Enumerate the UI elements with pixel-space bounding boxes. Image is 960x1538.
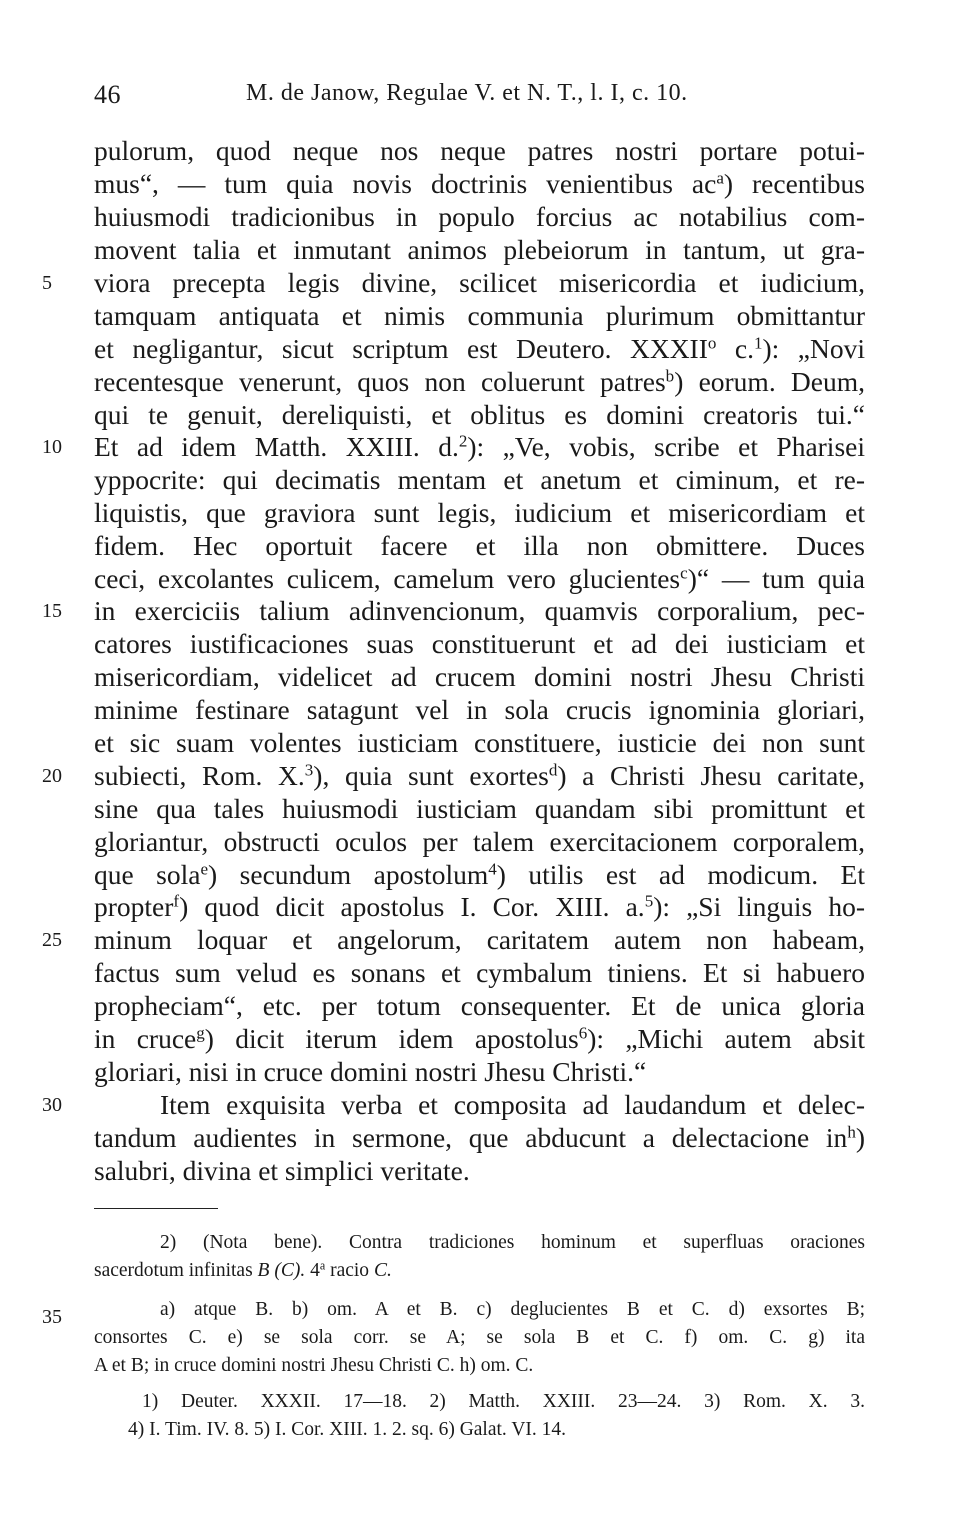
text-line: minum loquar et angelorum, caritatem autem non habeam, [94,924,865,955]
variant-marker: a [716,168,724,188]
text-line: misericordiam, videlicet ad crucem domini nostri Jhesu Christi [94,661,865,692]
text-line: et negligantur, sicut scriptum est Deutero. XXXII$^o$ c.$^1$): „Novi [94,333,865,364]
page-number: 46 [94,80,121,109]
running-header [94,80,874,120]
text-line: catores iustificaciones suas constituerunt et ad dei iusticiam et [94,628,865,659]
text-line: et sic suam volentes iusticiam constituere, iusticie dei non sunt [94,727,865,758]
text-line: qui te genuit, dereliquisti, et oblitus es domini creatoris tui.“ [94,399,865,430]
reference-note-line: 4) I. Tim. IV. 8. 5) I. Cor. XIII. 1. 2. sq. 6) Galat. VI. 14. [128,1419,567,1440]
variant-note-line: a) atque B. b) om. A et B. c) deglucientes B et C. d) exsortes B; [160,1299,865,1320]
text-line: Item exquisita verba et composita ad laudandum et delec- [160,1089,865,1120]
text-line: pulorum, quod neque nos neque patres nostri portare potui- [94,135,865,166]
text-line: ceci, excolantes culicem, camelum vero glucientes$^c$)“ — tum quia [94,563,865,594]
footnote-marker: 5 [644,891,654,911]
variant-marker: c [680,563,688,583]
line-number: 15 [42,600,62,622]
footnote-line: 2) (Nota bene). Contra tradiciones hominum et superfluas oraciones [160,1232,865,1253]
text-line: que sola$^e$) secundum apostolum$^4$) utilis est ad modicum. Et [94,859,865,890]
footnote-marker: 6 [578,1023,588,1043]
text-line: Et ad idem Matth. XXIII. d.$^2$): „Ve, vobis, scribe et Pharisei [94,431,865,462]
footnote-rule [94,1208,218,1209]
text-line: gloriari, nisi in cruce domini nostri Jhesu Christi.“ [94,1056,647,1087]
text-line: tandum audientes in sermone, que abducunt a delectacione $in^h$) [94,1122,865,1153]
footnote-marker: 3 [304,760,314,780]
text-line: in cruce$^g$) dicit iterum idem apostolus$^6$): „Michi autem absit [94,1023,866,1054]
text-line: gloriantur, obstructi oculos per talem exercitacionem corporalem, [94,826,865,857]
footnote-marker: 2 [458,431,468,451]
variant-marker: e [200,859,209,879]
footnote-marker: 1 [753,333,763,353]
line-number: 20 [42,765,62,787]
variant-note-line: A et B; in cruce domini nostri Jhesu Christi C. h) om. C. [94,1355,534,1376]
variant-marker: f [173,891,180,911]
reference-note-line: 1) Deuter. XXXII. 17—18. 2) Matth. XXIII. 23—24. 3) Rom. X. 3. [142,1391,865,1412]
text-line: salubri, divina et simplici veritate. [94,1155,470,1186]
footnote-line: sacerdotum infinitas B (C). 4$^a$ racio C. [94,1258,392,1281]
text-line: subiecti, Rom. X.$^3$), quia sunt exortes$^d$) a Christi Jhesu caritate, [94,760,865,791]
text-line: propheciam“, etc. per totum consequenter. Et de unica gloria [94,990,865,1021]
variant-marker: b [665,366,675,386]
text-line: tamquam antiquata et nimis communia plurimum obmittantur [94,300,865,331]
line-number: 30 [42,1094,62,1116]
text-line: huiusmodi tradicionibus in populo forcius ac notabilius com- [94,201,865,232]
running-title: M. de Janow, Regulae V. et N. T., l. I, c. 10. [246,80,688,106]
variant-marker: h [847,1122,856,1142]
text-line: factus sum velud es sonans et cymbalum tiniens. Et si habuero [94,957,865,988]
text-line: recentesque venerunt, quos non coluerunt patres$^b$) eorum. Deum, [94,366,865,397]
text-line: viora precepta legis divine, scilicet misericordia et iudicium, [94,267,865,298]
text-line: movent talia et inmutant animos plebeiorum in tantum, ut gra- [94,234,865,265]
text-line: minime festinare satagunt vel in sola crucis ignominia gloriari, [94,694,865,725]
text-line: yppocrite: qui decimatis mentam et anetum et ciminum, et re- [94,464,865,495]
text-line: fidem. Hec oportuit facere et illa non obmittere. Duces [94,530,865,561]
text-line: in exerciciis talium adinvencionum, quamvis corporalium, pec- [94,595,865,626]
text-line: sine qua tales huiusmodi iusticiam quandam sibi promittunt et [94,793,865,824]
footnote-marker: 4 [488,859,497,879]
variant-marker: g [196,1023,205,1043]
line-number: 35 [42,1306,62,1328]
line-number: 10 [42,436,62,458]
variant-marker: d [548,760,558,780]
text-line: mus“, — tum quia novis doctrinis venientibus $ac^a$) recentibus [94,168,866,199]
variant-note-line: consortes C. e) se sola corr. se A; se sola B et C. f) om. C. g) ita [94,1327,865,1348]
text-line: liquistis, que graviora sunt legis, iudicium et misericordiam et [94,497,865,528]
line-number: 5 [42,272,52,294]
text-line: propter$^f$) quod dicit apostolus I. Cor. XIII. a.$^5$): „Si linguis ho- [94,891,865,922]
line-number: 25 [42,929,62,951]
